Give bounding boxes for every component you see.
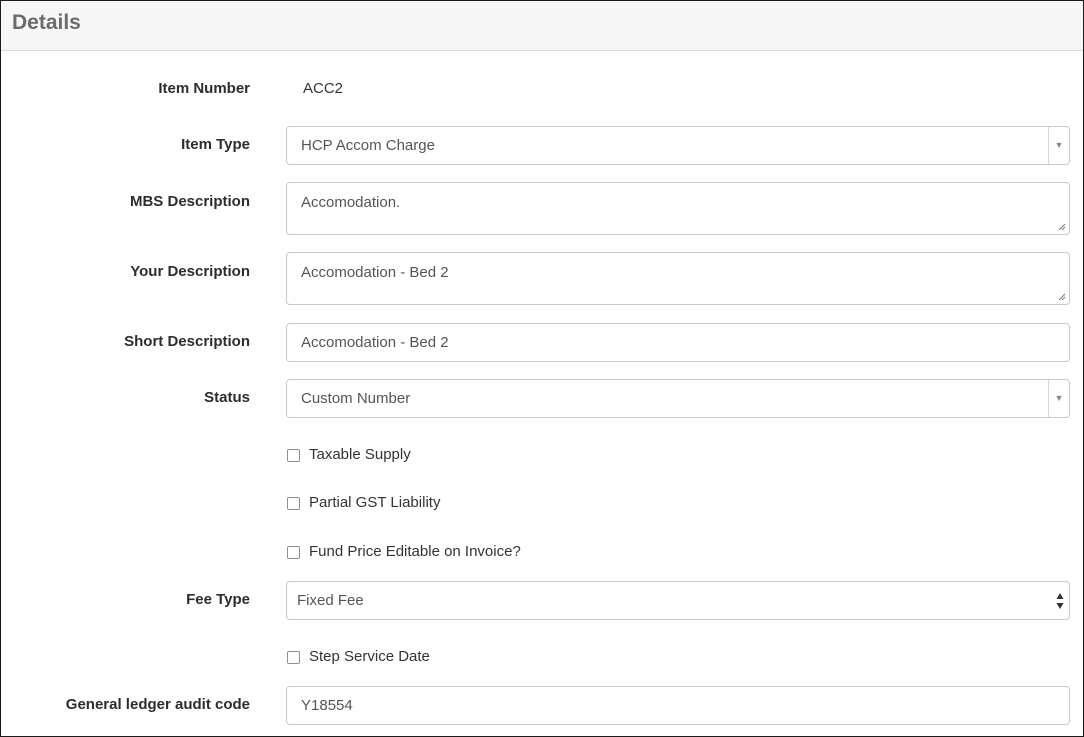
- short-description-input[interactable]: [286, 323, 1070, 362]
- item-type-select[interactable]: [286, 126, 1070, 165]
- gl-audit-code-label: General ledger audit code: [65, 696, 250, 713]
- short-description-value: Accomodation - Bed 2: [301, 334, 449, 351]
- mbs-description-label: MBS Description: [129, 193, 250, 210]
- status-label: Status: [204, 389, 250, 406]
- your-description-label: Your Description: [130, 263, 250, 280]
- fee-type-select[interactable]: [286, 581, 1070, 620]
- status-select[interactable]: [286, 379, 1070, 418]
- mbs-description-textarea[interactable]: [286, 182, 1070, 235]
- gl-audit-code-value: Y18554: [301, 697, 353, 714]
- item-number-value: ACC2: [303, 80, 344, 97]
- caret-down-icon: ▼: [1048, 127, 1069, 164]
- fund-price-editable-label[interactable]: Fund Price Editable on Invoice?: [309, 543, 521, 560]
- taxable-supply-label[interactable]: Taxable Supply: [309, 446, 411, 463]
- fee-type-label: Fee Type: [186, 591, 250, 608]
- caret-down-icon: ▼: [1048, 380, 1069, 417]
- item-type-label: Item Type: [181, 136, 250, 153]
- resize-grip-icon[interactable]: [1058, 223, 1066, 231]
- panel-header: [1, 1, 1083, 51]
- step-service-date-checkbox[interactable]: [287, 651, 300, 664]
- item-type-value: HCP Accom Charge: [301, 137, 435, 154]
- item-number-label: Item Number: [158, 80, 250, 97]
- step-service-date-label[interactable]: Step Service Date: [309, 648, 430, 665]
- your-description-textarea[interactable]: [286, 252, 1070, 305]
- resize-grip-icon[interactable]: [1058, 293, 1066, 301]
- fund-price-editable-checkbox[interactable]: [287, 546, 300, 559]
- taxable-supply-checkbox[interactable]: [287, 449, 300, 462]
- updown-arrows-icon: [1056, 592, 1064, 610]
- mbs-description-value: Accomodation.: [301, 194, 401, 211]
- short-description-label: Short Description: [124, 333, 250, 350]
- partial-gst-checkbox[interactable]: [287, 497, 300, 510]
- fee-type-value: Fixed Fee: [297, 592, 364, 609]
- partial-gst-label[interactable]: Partial GST Liability: [309, 494, 441, 511]
- your-description-value: Accomodation - Bed 2: [301, 264, 449, 281]
- gl-audit-code-input[interactable]: [286, 686, 1070, 725]
- panel-title: Details: [12, 11, 81, 34]
- status-value: Custom Number: [301, 390, 411, 407]
